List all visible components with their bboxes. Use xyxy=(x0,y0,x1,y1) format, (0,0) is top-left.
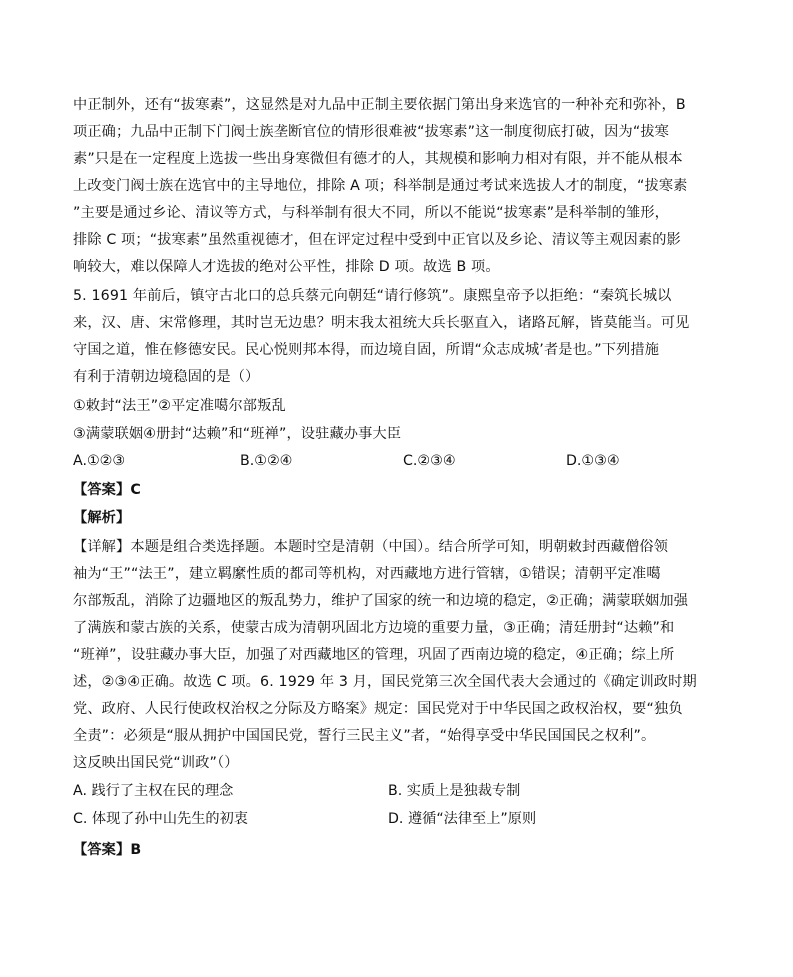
detail-line: 这反映出国民党“训政”（） xyxy=(73,755,239,771)
detail-line: 了满族和蒙古族的关系，使蒙古成为清朝巩固北方边境的重要力量，③正确；清廷册封“达赖”和 xyxy=(73,620,675,636)
question-6-option-a: A. 践行了主权在民的理念 xyxy=(73,783,234,799)
question-5-answer: 【答案】C xyxy=(73,482,141,498)
question-6-option-d: D. 遵循“法律至上”原则 xyxy=(388,811,537,827)
question-5-item: ③满蒙联姻④册封“达赖”和“班禅”，设驻藏办事大臣 xyxy=(73,426,402,442)
detail-line: 党、政府、人民行使政权治权之分际及方略案》规定：国民党对于中华民国之政权治权，要“独负 xyxy=(73,701,683,717)
paragraph-line: 响较大，难以保障人才选拔的绝对公平性，排除 D 项。故选 B 项。 xyxy=(73,259,500,275)
question-5-option-d: D.①③④ xyxy=(566,453,620,469)
question-5-stem: 5. 1691 年前后，镇守古北口的总兵蔡元向朝廷“请行修筑”。康熙皇帝予以拒绝：“秦筑长城以 xyxy=(73,288,672,304)
question-5-option-a: A.①②③ xyxy=(73,453,126,469)
paragraph-line: 排除 C 项；“拔寒素”虽然重视德才，但在评定过程中受到中正官以及乡论、清议等主观因素的影 xyxy=(73,232,681,248)
detail-line: 全责”：必须是“服从拥护中国国民党，誓行三民主义”者，“始得享受中华民国国民之权利”。 xyxy=(73,728,656,744)
detail-line: 尔部叛乱，消除了边疆地区的叛乱势力，维护了国家的统一和边境的稳定，②正确；满蒙联姻加强 xyxy=(73,593,689,609)
question-5-stem: 守国之道，惟在修德安民。民心悦则邦本得，而边境自固，所谓“众志成城’者是也。”下列措施 xyxy=(73,342,660,358)
question-5-item: ①敕封“法王”②平定准噶尔部叛乱 xyxy=(73,398,286,414)
paragraph-line: 上改变门阀士族在选官中的主导地位，排除 A 项；科举制是通过考试来选拔人才的制度，“拔寒素 xyxy=(73,178,688,194)
detail-line: “班禅”，设驻藏办事大臣，加强了对西藏地区的管理，巩固了西南边境的稳定，④正确；综上所 xyxy=(73,647,675,663)
question-5-option-b: B.①②④ xyxy=(240,453,293,469)
question-6-answer: 【答案】B xyxy=(73,842,142,858)
paragraph-line: ”主要是通过乡论、清议等方式，与科举制有很大不同，所以不能说“拔寒素”是科举制的雏形， xyxy=(73,205,670,221)
question-6-option-c: C. 体现了孙中山先生的初衷 xyxy=(73,811,248,827)
detail-line: 【详解】本题是组合类选择题。本题时空是清朝（中国）。结合所学可知，明朝敕封西藏僧俗领 xyxy=(73,539,669,555)
paragraph-line: 中正制外，还有“拔寒素”，这显然是对九品中正制主要依据门第出身来选官的一种补充和弥补，B xyxy=(73,97,686,113)
question-5-stem: 有利于清朝边境稳固的是（） xyxy=(73,369,260,385)
question-5-stem: 来，汉、唐、宋常修理，其时岂无边患？明末我太祖统大兵长驱直入，诸路瓦解，皆莫能当。可见 xyxy=(73,315,690,331)
question-5-analysis-label: 【解析】 xyxy=(73,510,131,526)
detail-line: 袖为“王”“法王”，建立羁縻性质的都司等机构，对西藏地方进行管辖，①错误；清朝平定准噶 xyxy=(73,566,661,582)
paragraph-line: 素”只是在一定程度上选拔一些出身寒微但有德才的人，其规模和影响力相对有限，并不能从根本 xyxy=(73,151,683,167)
question-5-option-c: C.②③④ xyxy=(403,453,456,469)
question-6-option-b: B. 实质上是独裁专制 xyxy=(388,783,521,799)
detail-line: 述，②③④正确。故选 C 项。6. 1929 年 3 月，国民党第三次全国代表大会通过的《确定训政时期 xyxy=(73,674,697,690)
paragraph-line: 项正确；九品中正制下门阀士族垄断官位的情形很难被“拔寒素”这一制度彻底打破，因为“拔寒 xyxy=(73,124,670,140)
